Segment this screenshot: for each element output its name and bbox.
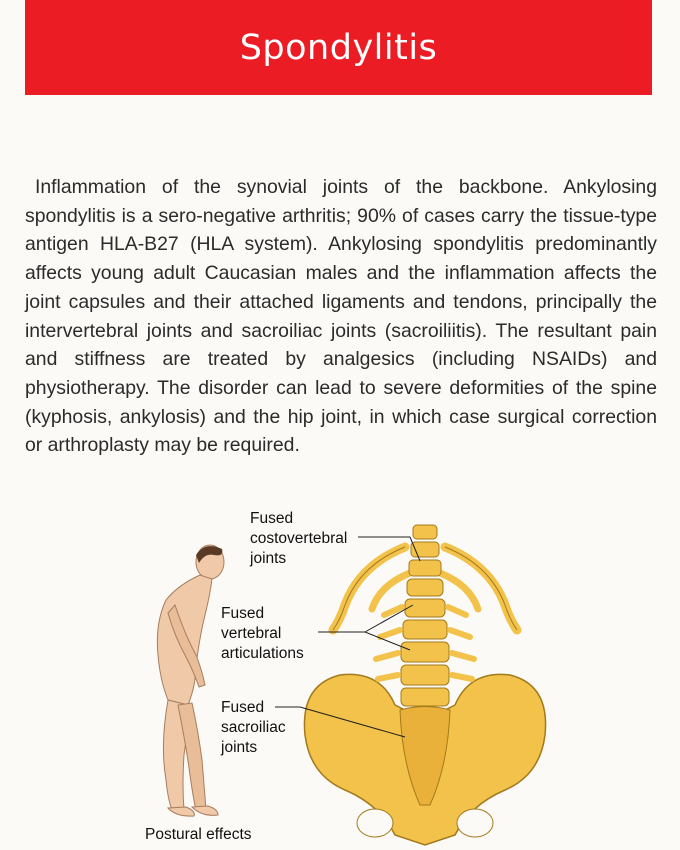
hunched-figure-drawing [157,545,224,816]
label-vertebral: Fused vertebral articulations [221,605,304,662]
page-title: Spondylitis [239,27,438,68]
title-banner [25,0,652,95]
spine-illustration [0,505,680,850]
body-paragraph: Inflammation of the synovial joints of the backbone. Ankylosing spondylitis is a sero-negative arthritis; 90% of cases carry the tissue-type antigen HLA-B27 (HLA system). Ankylosing spondylitis predominantly affects young adult Caucasian males and the inflammation affects the joint capsules and their attached ligaments and tendons, principally the intervertebral joints and sacroiliac joints (sacroiliitis). The resultant pain and stiffness are treated by analgesics (including NSAIDs) and physiotherapy. The disorder can lead to severe deformities of the spine (kyphosis, ankylosis) and the hip joint, in which case surgical correction or arthroplasty may be required. [25,176,657,457]
skeleton-drawing [304,525,545,845]
label-costovertebral: Fused costovertebral joints [250,510,348,567]
label-sacroiliac: Fused sacroiliac joints [221,699,286,756]
label-postural: Postural effects [145,826,252,843]
